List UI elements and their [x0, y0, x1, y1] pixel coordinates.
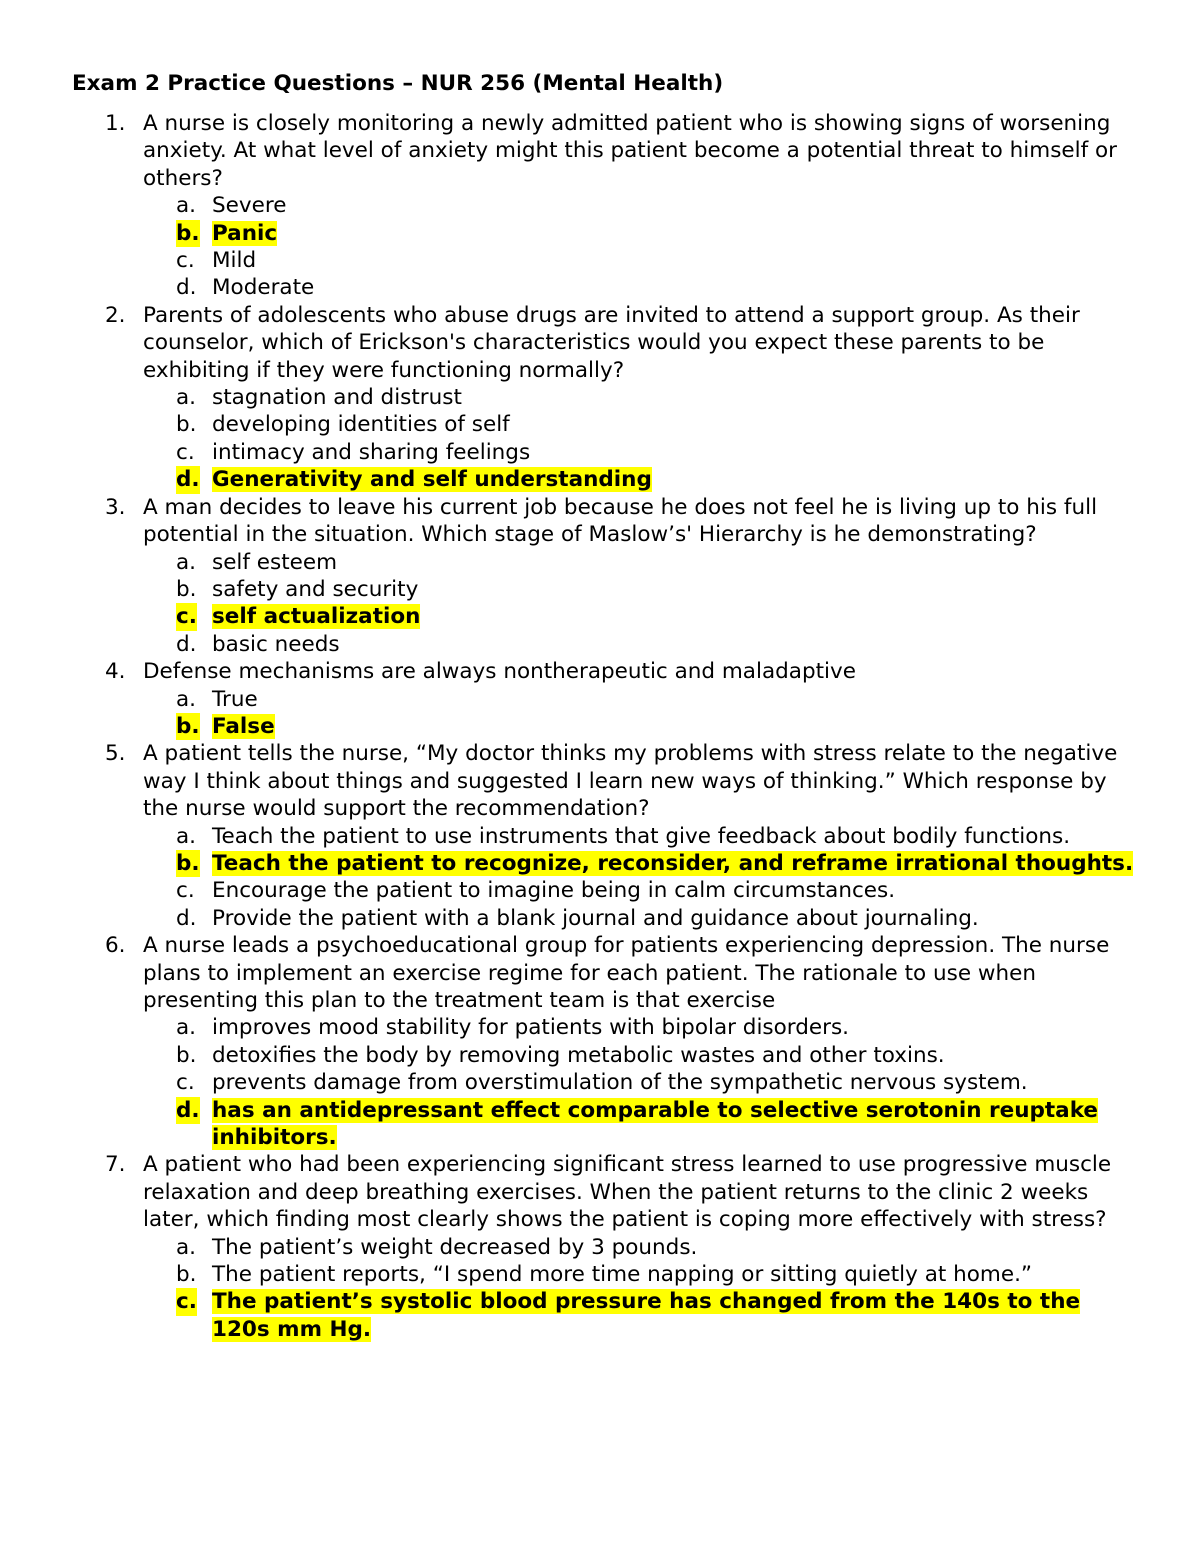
highlighted-answer-text: Panic	[212, 220, 278, 246]
option-letter: a.	[176, 823, 197, 849]
answer-option	[143, 274, 1142, 301]
answer-options	[143, 823, 1142, 933]
question-text: A patient who had been experiencing significant stress learned to use progressive muscle relaxation and deep breathing exercises. When the patient returns to the clinic 2 weeks later, which finding most clearly shows the patient is coping more effectively with stress?	[143, 1152, 1112, 1233]
question-text: A man decides to leave his current job because he does not feel he is living up to his full potential in the situation. Which stage of Maslow’s' Hierarchy is he demonstrating?	[143, 494, 1098, 548]
option-letter: d.	[176, 467, 200, 493]
answer-option-correct	[143, 220, 1142, 247]
question-item	[72, 932, 1142, 1151]
option-letter: d.	[176, 905, 197, 931]
question-text: A nurse is closely monitoring a newly admitted patient who is showing signs of worsening anxiety. At what level of anxiety might this patient become a potential threat to himself or others?	[143, 111, 1118, 191]
answer-option	[143, 192, 1142, 219]
option-text: improves mood stability for patients with bipolar disorders.	[212, 1015, 849, 1041]
answer-option	[143, 877, 1142, 904]
option-letter: a.	[176, 1234, 197, 1260]
option-letter: d.	[176, 631, 197, 657]
answer-option-correct	[143, 850, 1142, 877]
answer-option	[143, 631, 1142, 658]
question-number: 3.	[105, 494, 126, 520]
answer-option	[143, 1261, 1142, 1288]
answer-option-correct	[143, 466, 1142, 493]
question-item	[72, 740, 1142, 932]
option-letter: c.	[176, 604, 197, 630]
option-letter: a.	[176, 193, 197, 219]
answer-option-correct	[143, 603, 1142, 630]
answer-option	[143, 1234, 1142, 1261]
answer-option	[143, 549, 1142, 576]
option-letter: c.	[176, 439, 195, 465]
option-letter: d.	[176, 275, 197, 301]
question-item	[72, 658, 1142, 740]
question-item	[72, 110, 1142, 302]
document-page	[72, 70, 1142, 1343]
answer-options	[143, 1234, 1142, 1344]
option-letter: b.	[176, 850, 200, 876]
option-text: True	[212, 686, 258, 712]
highlighted-answer-text: has an antidepressant effect comparable to selective serotonin reuptake inhibitors.	[212, 1097, 1098, 1151]
option-letter: c.	[176, 248, 195, 274]
question-item	[72, 494, 1142, 658]
option-text: The patient’s weight decreased by 3 pounds.	[212, 1234, 698, 1260]
question-list	[72, 110, 1142, 1343]
option-text: Severe	[212, 193, 287, 219]
option-letter: b.	[176, 576, 197, 602]
option-letter: a.	[176, 1015, 197, 1041]
option-text: Teach the patient to use instruments that give feedback about bodily functions.	[212, 823, 1071, 849]
answer-option	[143, 823, 1142, 850]
highlighted-answer-text: False	[212, 713, 275, 739]
answer-option	[143, 1042, 1142, 1069]
option-text: Mild	[212, 248, 257, 274]
answer-options	[143, 686, 1142, 741]
answer-options	[143, 192, 1142, 302]
option-text: Moderate	[212, 275, 315, 301]
answer-options	[143, 549, 1142, 659]
option-letter: b.	[176, 1262, 197, 1288]
option-text: The patient reports, “I spend more time napping or sitting quietly at home.”	[212, 1262, 1033, 1288]
answer-option-correct	[143, 713, 1142, 740]
option-letter: c.	[176, 878, 195, 904]
question-number: 2.	[105, 302, 126, 328]
question-text: Defense mechanisms are always nontherapeutic and maladaptive	[143, 659, 856, 685]
question-number: 5.	[105, 741, 126, 767]
highlighted-answer-text: self actualization	[212, 604, 421, 630]
answer-option-correct	[143, 1097, 1142, 1152]
answer-option	[143, 1014, 1142, 1041]
highlighted-answer-text: The patient’s systolic blood pressure has changed from the 140s to the 120s mm Hg.	[212, 1289, 1081, 1342]
option-text: intimacy and sharing feelings	[212, 439, 531, 465]
option-text: Encourage the patient to imagine being in calm circumstances.	[212, 878, 896, 904]
option-text: self esteem	[212, 549, 338, 575]
question-number: 6.	[105, 933, 126, 959]
option-letter: a.	[176, 549, 197, 575]
option-letter: b.	[176, 220, 200, 246]
question-text: A nurse leads a psychoeducational group for patients experiencing depression. The nurse plans to implement an exercise regime for each patient. The rationale to use when presenting this plan to the treatment team is that exercise	[143, 933, 1110, 1013]
option-text: developing identities of self	[212, 412, 510, 438]
answer-option	[143, 384, 1142, 411]
answer-options	[143, 1014, 1142, 1151]
option-letter: b.	[176, 412, 197, 438]
question-item	[72, 302, 1142, 494]
option-text: detoxifies the body by removing metabolic wastes and other toxins.	[212, 1042, 945, 1068]
answer-option	[143, 686, 1142, 713]
option-letter: c.	[176, 1289, 197, 1315]
question-text: Parents of adolescents who abuse drugs are invited to attend a support group. As their counselor, which of Erickson's characteristics would you expect these parents to be exhibiting if they were functioning normally?	[143, 302, 1080, 383]
answer-option	[143, 576, 1142, 603]
question-text: A patient tells the nurse, “My doctor thinks my problems with stress relate to the negative way I think about things and suggested I learn new ways of thinking.” Which response by the nurse would support the recommendation?	[143, 741, 1118, 822]
question-number: 1.	[105, 111, 126, 136]
option-letter: b.	[176, 713, 200, 739]
answer-option	[143, 411, 1142, 438]
option-text: basic needs	[212, 631, 340, 657]
question-number: 7.	[105, 1152, 126, 1178]
option-text: Provide the patient with a blank journal and guidance about journaling.	[212, 905, 979, 931]
option-letter: a.	[176, 686, 197, 712]
question-item	[72, 1151, 1142, 1343]
option-text: safety and security	[212, 576, 419, 602]
answer-option	[143, 247, 1142, 274]
highlighted-answer-text: Generativity and self understanding	[212, 467, 652, 493]
option-text: stagnation and distrust	[212, 385, 462, 411]
option-letter: d.	[176, 1097, 200, 1123]
question-number: 4.	[105, 659, 126, 685]
option-letter: a.	[176, 385, 197, 411]
answer-option	[143, 1069, 1142, 1096]
document-title: Exam 2 Practice Questions – NUR 256 (Mental Health)	[72, 71, 724, 96]
option-text: prevents damage from overstimulation of the sympathetic nervous system.	[212, 1070, 1028, 1096]
answer-option	[143, 905, 1142, 932]
option-letter: c.	[176, 1070, 195, 1096]
answer-options	[143, 384, 1142, 494]
answer-option-correct	[143, 1288, 1142, 1343]
answer-option	[143, 439, 1142, 466]
option-letter: b.	[176, 1042, 197, 1068]
highlighted-answer-text: Teach the patient to recognize, reconsider, and reframe irrational thoughts.	[212, 850, 1134, 876]
